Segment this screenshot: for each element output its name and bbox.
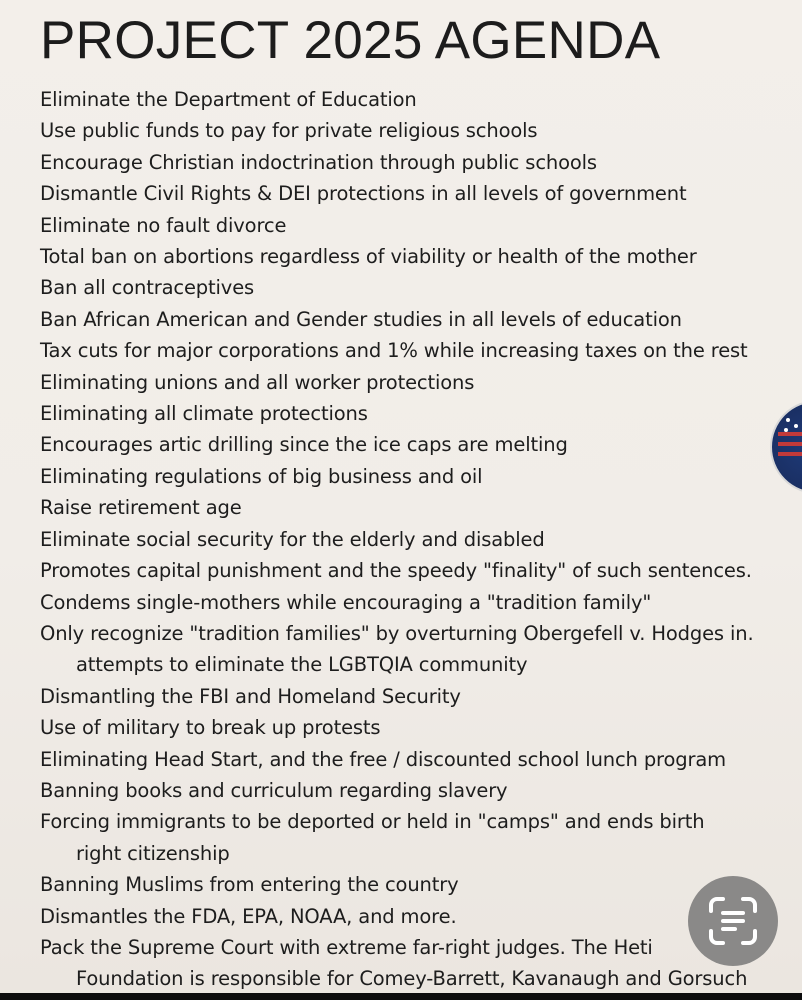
agenda-item [40, 932, 800, 993]
agenda-item-text: Use of military to break up protests [40, 716, 381, 740]
agenda-item-text: Eliminate the Department of Education [40, 88, 417, 111]
agenda-item-text: Eliminating Head Start, and the free / discounted school lunch program [40, 747, 727, 771]
agenda-item-text: Raise retirement age [40, 496, 242, 520]
agenda-item [40, 304, 800, 335]
agenda-item [40, 84, 800, 115]
agenda-item [40, 775, 800, 806]
agenda-item-text: Ban all contraceptives [40, 276, 255, 300]
agenda-item [40, 492, 800, 523]
agenda-item [40, 744, 800, 775]
agenda-item-text: Tax cuts for major corporations and 1% while increasing taxes on the rest [40, 339, 748, 363]
scan-text-button[interactable] [688, 876, 778, 966]
agenda-item-text: Ban African American and Gender studies in all levels of education [40, 307, 682, 331]
agenda-item [40, 367, 800, 398]
agenda-item-text: Condems single-mothers while encouraging a "tradition family" [40, 590, 652, 614]
agenda-item [40, 869, 800, 900]
agenda-item [40, 115, 800, 146]
agenda-list [40, 84, 800, 993]
screen-bottom-edge [0, 993, 802, 1000]
agenda-item-text: Dismantles the FDA, EPA, NOAA, and more. [40, 904, 457, 928]
agenda-item-text: Use public funds to pay for private religious schools [40, 119, 538, 143]
agenda-item [40, 555, 800, 586]
scan-text-icon [705, 893, 761, 949]
agenda-item-continuation: right citizenship [76, 841, 230, 865]
agenda-item-text: Banning Muslims from entering the country [40, 873, 459, 897]
agenda-item-text: Eliminating all climate protections [40, 402, 368, 426]
agenda-item [40, 335, 800, 366]
agenda-item-text: Banning books and curriculum regarding slavery [40, 778, 508, 802]
agenda-item [40, 398, 800, 429]
agenda-item [40, 461, 800, 492]
agenda-item [40, 806, 800, 869]
agenda-item [40, 901, 800, 932]
agenda-item-text: Eliminate no fault divorce [40, 213, 287, 237]
agenda-item [40, 178, 800, 209]
agenda-item-text: Dismantle Civil Rights & DEI protections in all levels of government [40, 182, 687, 206]
agenda-item [40, 147, 800, 178]
agenda-item-text: Eliminate social security for the elderly and disabled [40, 527, 545, 551]
agenda-item [40, 429, 800, 460]
agenda-item-text: Encourages artic drilling since the ice caps are melting [40, 433, 568, 457]
agenda-item-text: Eliminating regulations of big business and oil [40, 464, 483, 488]
agenda-item [40, 210, 800, 241]
agenda-item-text: Total ban on abortions regardless of viability or health of the mother [40, 245, 697, 269]
agenda-item [40, 241, 800, 272]
page-title: PROJECT 2025 AGENDA [40, 11, 661, 70]
agenda-item [40, 681, 800, 712]
agenda-item-text: Dismantling the FBI and Homeland Security [40, 684, 461, 708]
agenda-item [40, 712, 800, 743]
agenda-item [40, 587, 800, 618]
agenda-item-continuation: attempts to eliminate the LGBTQIA community [76, 653, 528, 677]
agenda-item-text: Only recognize "tradition families" by overturning Obergefell v. Hodges in. [40, 621, 754, 645]
agenda-item-text: Encourage Christian indoctrination through public schools [40, 150, 597, 174]
agenda-item [40, 618, 800, 681]
agenda-item-text: Pack the Supreme Court with extreme far-right judges. The Heti [40, 935, 653, 959]
agenda-item-text: Forcing immigrants to be deported or held in "camps" and ends birth [40, 810, 705, 834]
agenda-item [40, 272, 800, 303]
agenda-item-text: Promotes capital punishment and the speedy "finality" of such sentences. [40, 559, 752, 583]
agenda-item-continuation: Foundation is responsible for Comey-Barrett, Kavanaugh and Gorsuch [76, 967, 748, 991]
agenda-item [40, 524, 800, 555]
agenda-item-text: Eliminating unions and all worker protections [40, 370, 475, 394]
